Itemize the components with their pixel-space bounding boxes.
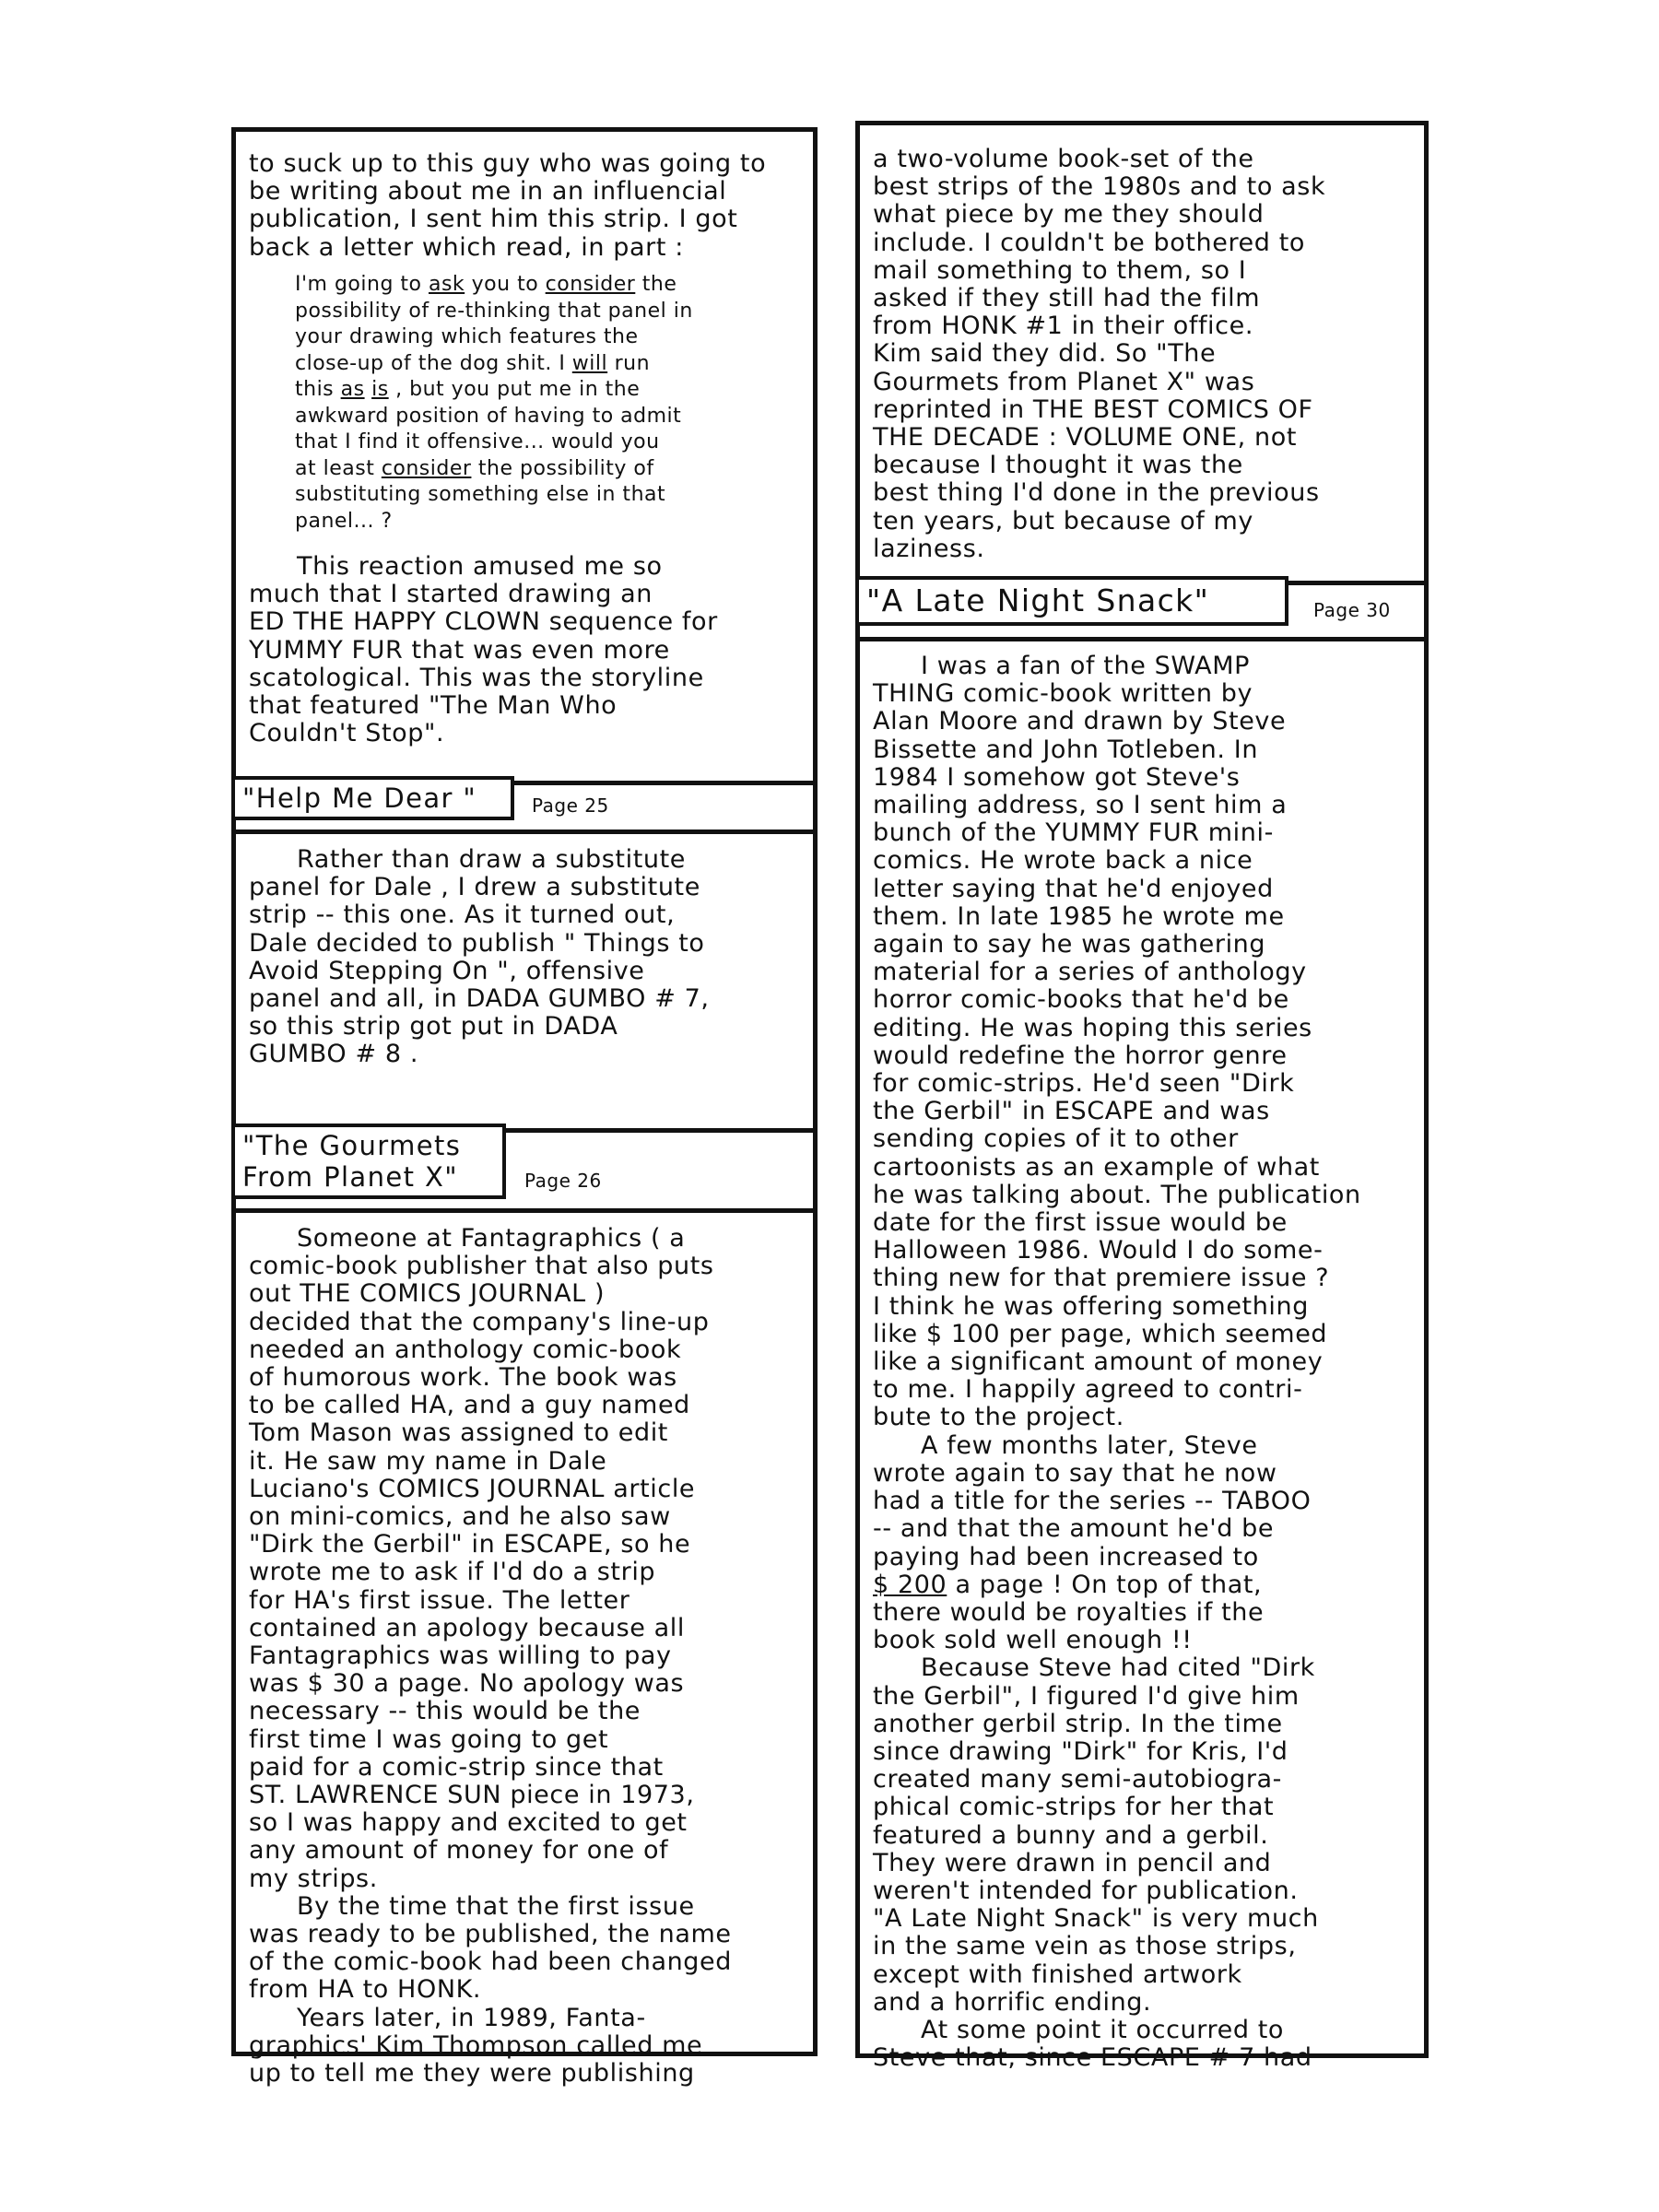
letter-quote-text: I'm going to ask you to consider the possibility of re-thinking that panel in your drawing which features the close-up of the dog shit. I will run this as is , but you put me in the awkward position of having to admit that I find it offensive... would you at least consider the possibility of substituting something else in that panel... ? (295, 273, 693, 533)
section-divider (236, 830, 813, 834)
intro-paragraph: to suck up to this guy who was going to be writing about me in an influencial publication, I sent him this strip. I got back a letter which read, in part : (249, 149, 767, 262)
letter-quote (295, 272, 804, 535)
reaction-paragraph: This reaction amused me so much that I started drawing an ED THE HAPPY CLOWN sequence for YUMMY FUR that was even more scatological. This was the storyline that featured "The Man Who Couldn't Stop". (249, 552, 718, 748)
page-reference: Page 26 (524, 1170, 602, 1192)
late-night-snack-body-4: At some point it occurred to Steve that, since ESCAPE # 7 had (873, 2015, 1312, 2073)
story-title-help-me-dear: "Help Me Dear " (231, 776, 514, 820)
section-divider (236, 1208, 813, 1213)
gourmets-body-1: Someone at Fantagraphics ( a comic-book publisher that also puts out THE COMICS JOURNAL ) decided that the company's line-up needed an anthology comic-book of humorous work. The book was to be called HA, and a guy named Tom Mason was assigned to edit it. He saw my name in Dale Luciano's COMICS JOURNAL article on mini-comics, and he also saw "Dirk the Gerbil" in ESCAPE, so he wrote me to ask if I'd do a strip for HA's first issue. The letter contained an apology because all Fantagraphics was willing to pay was $ 30 a page. No apology was necessary -- this would be the first time I was going to get paid for a comic-strip since that ST. LAWRENCE SUN piece in 1973, so I was happy and excited to get any amount of money for one of my strips. (249, 1224, 714, 1893)
section-divider (860, 637, 1424, 641)
late-night-snack-body-1: I was a fan of the SWAMP THING comic-book written by Alan Moore and drawn by Steve Bissette and John Totleben. In 1984 I somehow got Steve's mailing address, so I sent him a bunch of the YUMMY FUR mini- comics. He wrote back a nice letter saying that he'd enjoyed them. In late 1985 he wrote me again to say he was gathering material for a series of anthology horror comic-books that he'd be editing. He was hoping this series would redefine the horror genre for comic-strips. He'd seen "Dirk the Gerbil" in ESCAPE and was sending copies of it to other cartoonists as an example of what he was talking about. The publication date for the first issue would be Halloween 1986. Would I do some- thing new for that premiere issue ? I think he was offering something like $ 100 per page, which seemed like a significant amount of money to me. I happily agreed to contri- bute to the project. (873, 652, 1361, 1432)
continuation-paragraph-block (873, 146, 1415, 563)
late-night-snack-body-2: A few months later, Steve wrote again to say that he now had a title for the series -- TABOO -- and that the amount he'd be paying had been increased to $ 200 a page ! On top of that, there would be royalties if the book sold well enough !! (873, 1430, 1312, 1655)
gourmets-body-block (249, 1225, 804, 2088)
continuation-paragraph: a two-volume book-set of the best strips of the 1980s and to ask what piece by me they should include. I couldn't be bothered to mail something to them, so I asked if they still had the film from HONK #1 in their office. Kim said they did. So "The Gourmets from Planet X" was reprinted in THE BEST COMICS OF THE DECADE : VOLUME ONE, not because I thought it was the best thing I'd done in the previous ten years, but because of my laziness. (873, 145, 1326, 563)
reaction-paragraph-block (249, 553, 804, 747)
right-text-column (855, 121, 1429, 2073)
intro-paragraph-block (249, 150, 804, 262)
help-me-dear-body-block (249, 846, 804, 1069)
page-reference: Page 25 (532, 794, 609, 817)
story-title-late-night-snack: "A Late Night Snack" (855, 576, 1288, 626)
gourmets-body-3: Years later, in 1989, Fanta- graphics' Kim Thompson called me up to tell me they were publishing (249, 2003, 703, 2088)
left-text-column (231, 127, 818, 2088)
story-title-gourmets: "The Gourmets From Planet X" (231, 1124, 506, 1199)
help-me-dear-body: Rather than draw a substitute panel for Dale , I drew a substitute strip -- this one. As it turned out, Dale decided to publish " Things to Avoid Stepping On ", offensive panel and all, in DADA GUMBO # 7, so this strip got put in DADA GUMBO # 8 . (249, 845, 710, 1069)
late-night-snack-body-block (873, 653, 1415, 2072)
gourmets-body-2: By the time that the first issue was ready to be published, the name of the comic-book had been changed from HA to HONK. (249, 1891, 732, 2005)
underlined-amount: $ 200 (873, 1570, 947, 1599)
late-night-snack-body-3: Because Steve had cited "Dirk the Gerbil", I figured I'd give him another gerbil strip. In the time since drawing "Dirk" for Kris, I'd created many semi-autobiogra- phical comic-strips for her that featured a bunny and a gerbil. They were drawn in pencil and weren't intended for publication. "A Late Night Snack" is very much in the same vein as those strips, except with finished artwork and a horrific ending. (873, 1653, 1319, 2017)
page-reference: Page 30 (1313, 599, 1391, 621)
